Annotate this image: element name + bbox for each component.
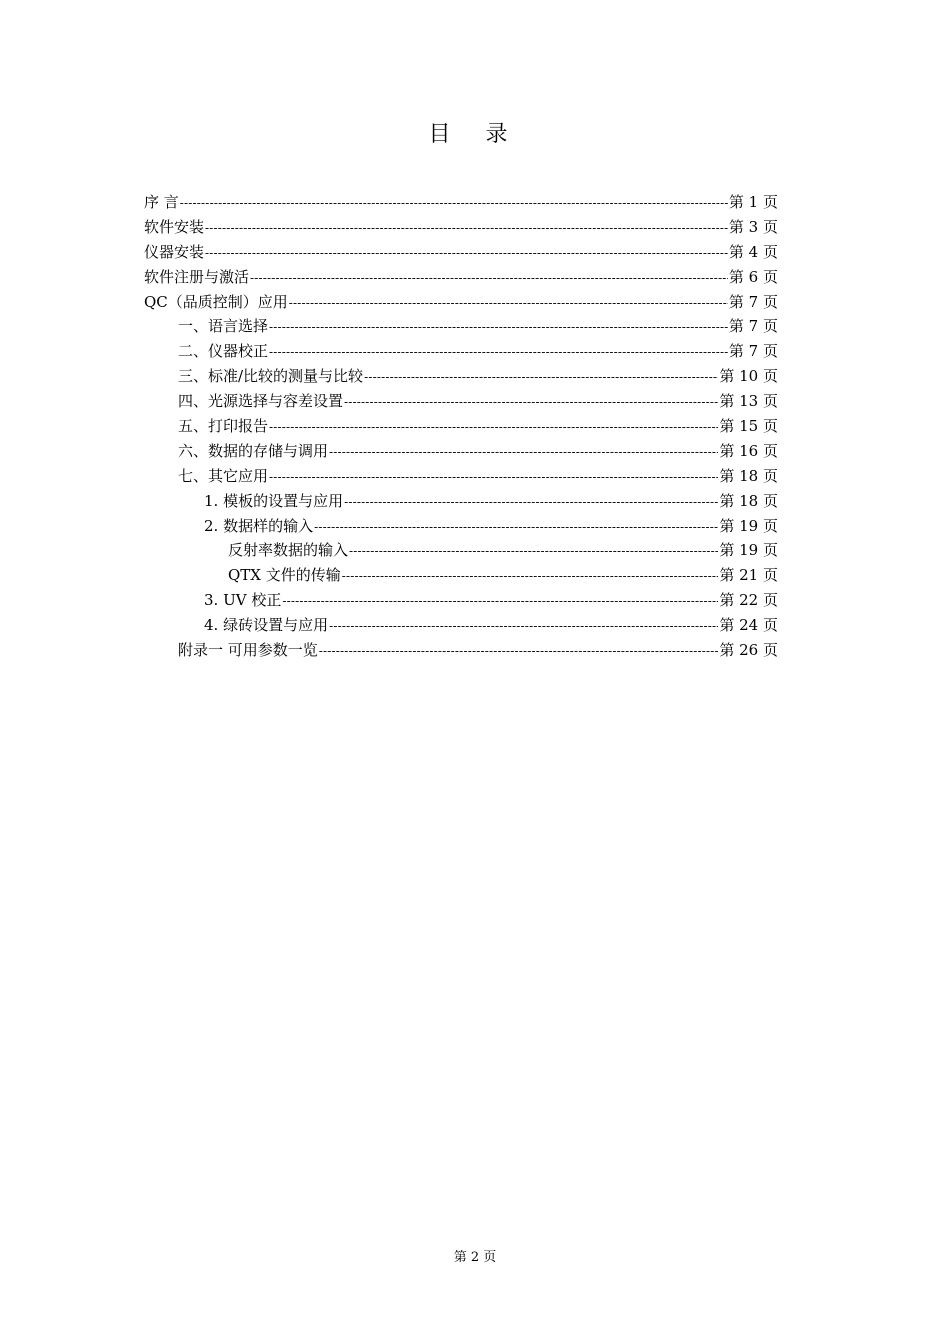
toc-entry[interactable] [144,588,778,613]
page-number-footer: 第 2 页 [453,1250,497,1265]
toc-entry[interactable] [144,439,778,464]
toc-entry-label: 七、其它应用 [178,466,269,485]
toc-dot-leader [314,515,718,540]
toc-dot-leader [282,589,718,614]
toc-entry[interactable] [144,538,778,563]
table-of-contents [144,190,778,663]
toc-entry-label: 反射率数据的输入 [228,541,349,560]
toc-dot-leader [205,216,728,241]
toc-entry-label: 软件注册与激活 [144,267,250,286]
toc-entry-page: 第 19 页 [719,541,778,560]
toc-entry-page: 第 10 页 [719,367,778,386]
toc-entry-label: 六、数据的存储与调用 [178,441,329,460]
toc-entry-label: 3. UV 校正 [204,591,282,610]
toc-entry-label: 二、仪器校正 [178,342,269,361]
toc-dot-leader [364,365,718,390]
toc-dot-leader [269,415,718,440]
toc-dot-leader [269,315,728,340]
toc-entry-label: 4. 绿砖设置与应用 [204,616,329,635]
toc-entry[interactable] [144,240,778,265]
toc-entry-label: 软件安装 [144,217,205,236]
toc-entry[interactable] [144,389,778,414]
toc-entry-page: 第 4 页 [728,242,778,261]
toc-entry[interactable] [144,464,778,489]
toc-entry-label: 三、标准/比较的测量与比较 [178,367,364,386]
toc-entry-page: 第 13 页 [719,392,778,411]
toc-dot-leader [205,241,728,266]
toc-entry[interactable] [144,215,778,240]
toc-entry-page: 第 22 页 [719,591,778,610]
toc-entry-page: 第 7 页 [728,317,778,336]
toc-entry-page: 第 21 页 [719,566,778,585]
toc-dot-leader [329,614,718,639]
toc-entry-page: 第 6 页 [728,267,778,286]
toc-entry-page: 第 7 页 [728,292,778,311]
toc-dot-leader [319,639,719,664]
toc-entry-page: 第 26 页 [719,641,778,660]
page-title: 目 录 [428,122,522,147]
toc-dot-leader [269,340,728,365]
toc-entry-page: 第 16 页 [719,441,778,460]
toc-entry-label: 1. 模板的设置与应用 [204,491,344,510]
toc-dot-leader [344,490,718,515]
toc-entry[interactable] [144,638,778,663]
toc-entry-label: 仪器安装 [144,242,205,261]
toc-dot-leader [180,191,728,216]
toc-dot-leader [269,465,718,490]
toc-dot-leader [329,440,718,465]
toc-entry[interactable] [144,563,778,588]
toc-entry-page: 第 3 页 [728,217,778,236]
toc-entry[interactable] [144,314,778,339]
toc-entry[interactable] [144,339,778,364]
toc-entry[interactable] [144,514,778,539]
toc-entry-label: QTX 文件的传输 [228,566,341,585]
toc-entry-label: 一、语言选择 [178,317,269,336]
toc-entry-page: 第 19 页 [719,516,778,535]
toc-entry[interactable] [144,364,778,389]
toc-dot-leader [349,539,718,564]
toc-dot-leader [342,564,719,589]
toc-entry-page: 第 1 页 [728,193,778,211]
toc-entry-label: 附录一 可用参数一览 [178,641,318,660]
toc-entry-label: 2. 数据样的输入 [204,516,314,535]
toc-entry[interactable] [144,613,778,638]
toc-entry-page: 第 18 页 [719,466,778,485]
toc-entry-page: 第 7 页 [728,342,778,361]
toc-entry-page: 第 18 页 [719,491,778,510]
toc-entry[interactable] [144,190,778,215]
toc-entry-label: 四、光源选择与容差设置 [178,392,344,411]
toc-entry-label: 序 言 [144,193,179,211]
toc-entry[interactable] [144,265,778,290]
toc-dot-leader [250,266,728,291]
toc-entry-page: 第 15 页 [719,417,778,436]
toc-entry[interactable] [144,414,778,439]
toc-entry-page: 第 24 页 [719,616,778,635]
toc-dot-leader [344,390,718,415]
toc-entry-label: QC（品质控制）应用 [144,292,288,311]
toc-entry[interactable] [144,489,778,514]
toc-dot-leader [289,291,728,316]
toc-entry[interactable] [144,290,778,315]
toc-entry-label: 五、打印报告 [178,417,269,436]
